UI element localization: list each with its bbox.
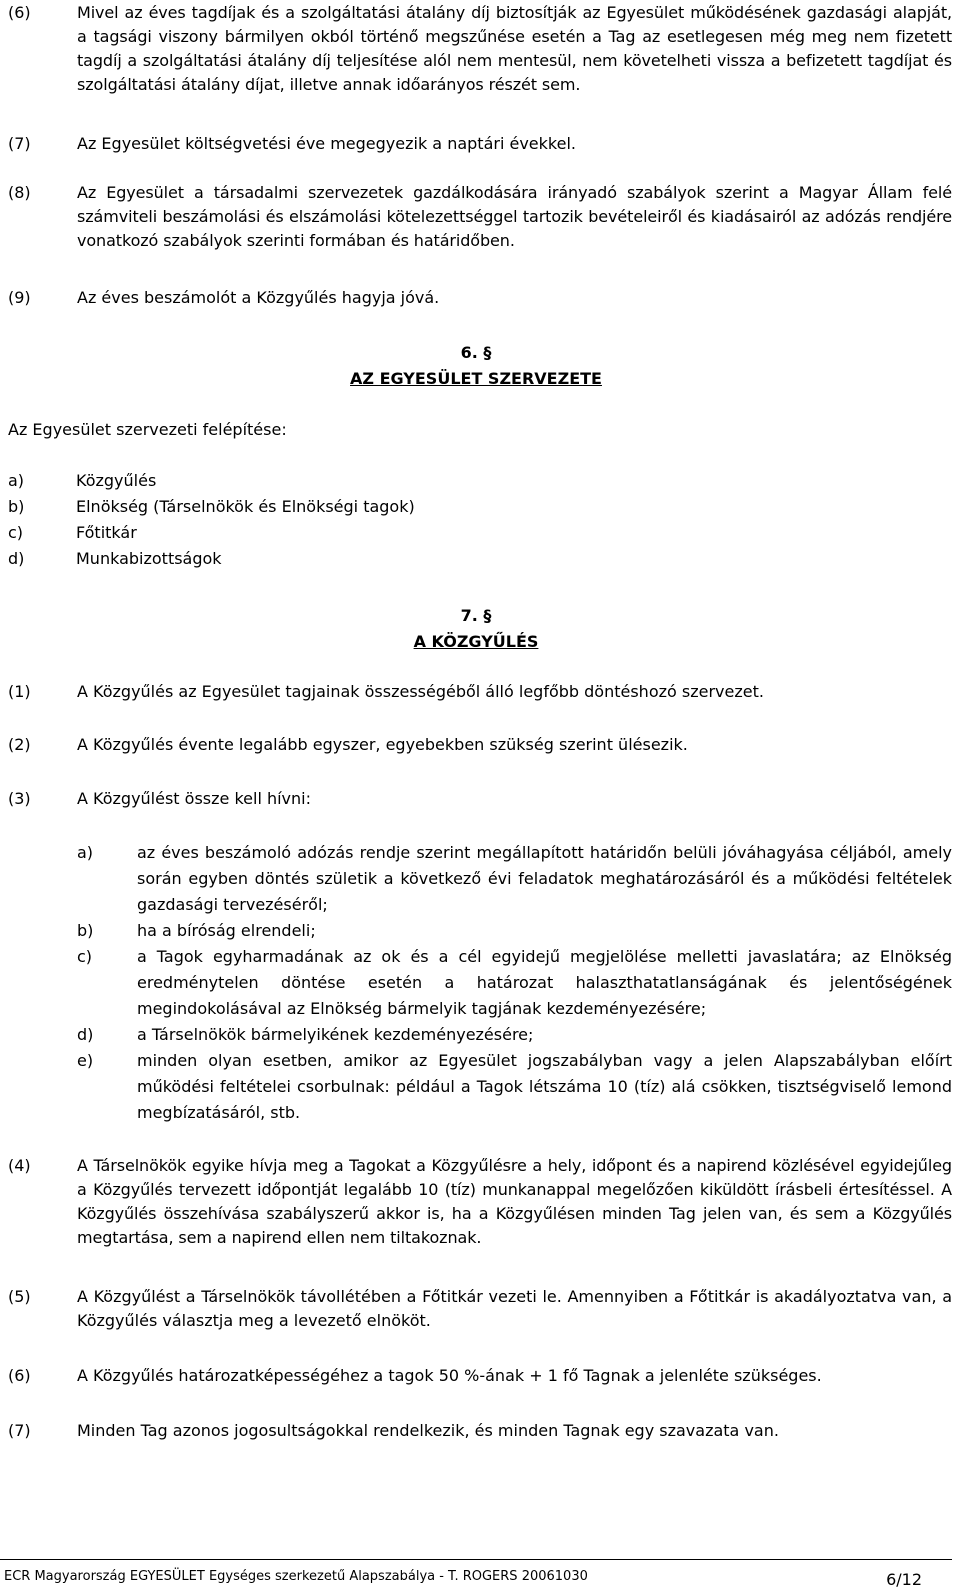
paragraph-number: (8)	[8, 183, 31, 202]
paragraph-number: (7)	[8, 1421, 31, 1440]
paragraph-text: Minden Tag azonos jogosultságokkal rendelkezik, és minden Tagnak egy szavazata van.	[77, 1421, 779, 1440]
paragraph-text: Az éves beszámolót a Közgyűlés hagyja jóvá.	[77, 288, 440, 307]
list-item	[0, 1022, 952, 1048]
paragraph-text: Mivel az éves tagdíjak és a szolgáltatási átalány díj biztosítják az Egyesület működésének gazdasági alapját, a tagsági viszony bármilyen okból történő megszűnése esetén a Tag az esetlegesen még meg nem fizetett tagdíj a szolgáltatási átalány díj teljesítése alól nem mentesül, nem követelheti vissza a befizetett tagdíjat és szolgáltatási átalány díjat, illetve annak időarányos részét sem.	[77, 3, 952, 94]
paragraph-6-top	[0, 1, 952, 97]
paragraph-text: A Társelnökök egyike hívja meg a Tagokat a Közgyűlésre a hely, időpont és a napirend közlésével egyidejűleg a Közgyűlés tervezett időpontját legalább 10 (tíz) munkanappal megelőzően kiküldött írásbeli értesítéssel. A Közgyűlés összehívása szabályszerű akkor is, ha a Közgyűlésen minden Tag jelen van, és sem a Közgyűlés megtartása, sem a napirend ellen nem tiltakoznak.	[77, 1156, 952, 1247]
paragraph-7-2	[0, 733, 952, 757]
paragraph-text: A Közgyűlés az Egyesület tagjainak összességéből álló legfőbb döntéshozó szervezet.	[77, 682, 764, 701]
list-text: minden olyan esetben, amikor az Egyesület jogszabályban vagy a jelen Alapszabályban előírt működési feltételei csorbulnak: például a Tagok létszáma 10 (tíz) alá csökken, tisztségviselő lemond megbízatásáról, stb.	[137, 1051, 952, 1122]
list-label: d)	[77, 1025, 94, 1044]
paragraph-text: A Közgyűlést össze kell hívni:	[77, 789, 311, 808]
section-title: AZ EGYESÜLET SZERVEZETE	[350, 369, 602, 388]
section-number: 6. §	[460, 343, 492, 362]
paragraph-number: (4)	[8, 1156, 31, 1175]
list-text: Közgyűlés	[76, 471, 157, 490]
list-label: d)	[8, 549, 25, 568]
list-text: a Tagok egyharmadának az ok és a cél egyidejű megjelölése melletti javaslatára; az Elnökség eredménytelen döntése esetén a határozat halaszthatatlanságának és jelentőségének megindokolásával az Elnökség bármelyik tagjának kezdeményezésére;	[137, 947, 952, 1018]
list-text: a Társelnökök bármelyikének kezdeményezésére;	[137, 1025, 534, 1044]
list-label: c)	[77, 947, 93, 966]
paragraph-number: (6)	[8, 1366, 31, 1385]
footer-document-title: ECR Magyarország EGYESÜLET Egységes szerkezetű Alapszabálya - T. ROGERS 20061030	[4, 1569, 588, 1584]
paragraph-text: A Közgyűlés évente legalább egyszer, egyebekben szükség szerint ülésezik.	[77, 735, 688, 754]
paragraph-7-4	[0, 1154, 952, 1250]
paragraph-number: (6)	[8, 3, 31, 22]
paragraph-text: Az Egyesület a társadalmi szervezetek gazdálkodására irányadó szabályok szerint a Magyar Állam felé számviteli beszámolási és elszámolási kötelezettséggel tartozik bevételeiről és kiadásairól az adózás rendjére vonatkozó szabályok szerinti formában és határidőben.	[77, 183, 952, 250]
paragraph-7-7	[0, 1419, 952, 1443]
paragraph-7-5	[0, 1285, 952, 1333]
paragraph-text: A Közgyűlést a Társelnökök távollétében a Főtitkár vezeti le. Amennyiben a Főtitkár is akadályoztatva van, a Közgyűlés választja meg a levezető elnököt.	[77, 1287, 952, 1330]
list-label: b)	[77, 921, 94, 940]
paragraph-7-6	[0, 1364, 952, 1388]
section-6-heading	[0, 340, 952, 392]
paragraph-7-3	[0, 787, 952, 811]
paragraph-number: (3)	[8, 789, 31, 808]
list-label: b)	[8, 497, 25, 516]
section-title: A KÖZGYŰLÉS	[413, 632, 539, 651]
list-text: Főtitkár	[76, 523, 137, 542]
list-text: ha a bíróság elrendeli;	[137, 921, 316, 940]
list-text: az éves beszámoló adózás rendje szerint megállapított határidőn belüli jóváhagyása céljából, amely során egyben döntés születik a következő évi feladatok meghatározásáról és a működési feltételek gazdasági tervezéséről;	[137, 843, 952, 914]
paragraph-number: (5)	[8, 1287, 31, 1306]
paragraph-7-top	[0, 132, 952, 156]
list-item	[0, 918, 952, 944]
list-label: c)	[8, 523, 24, 542]
paragraph-number: (1)	[8, 682, 31, 701]
paragraph-8-top	[0, 181, 952, 253]
page-number: 6/12	[886, 1570, 922, 1589]
list-item	[0, 1048, 952, 1126]
list-text: Munkabizottságok	[76, 549, 222, 568]
paragraph-9-top	[0, 286, 952, 310]
list-label: e)	[77, 1051, 94, 1070]
paragraph-number: (2)	[8, 735, 31, 754]
list-label: a)	[77, 843, 94, 862]
list-item	[0, 840, 952, 918]
section-7-heading	[0, 603, 952, 655]
paragraph-text: Az Egyesület költségvetési éve megegyezik a naptári évekkel.	[77, 134, 576, 153]
footer-divider	[0, 1559, 952, 1560]
section-number: 7. §	[460, 606, 492, 625]
organization-intro: Az Egyesület szervezeti felépítése:	[8, 420, 287, 439]
list-item	[0, 944, 952, 1022]
convene-list	[0, 840, 952, 1126]
paragraph-7-1	[0, 680, 952, 704]
list-label: a)	[8, 471, 25, 490]
paragraph-number: (9)	[8, 288, 31, 307]
paragraph-text: A Közgyűlés határozatképességéhez a tagok 50 %-ának + 1 fő Tagnak a jelenléte szükséges.	[77, 1366, 822, 1385]
paragraph-number: (7)	[8, 134, 31, 153]
list-text: Elnökség (Társelnökök és Elnökségi tagok)	[76, 497, 415, 516]
